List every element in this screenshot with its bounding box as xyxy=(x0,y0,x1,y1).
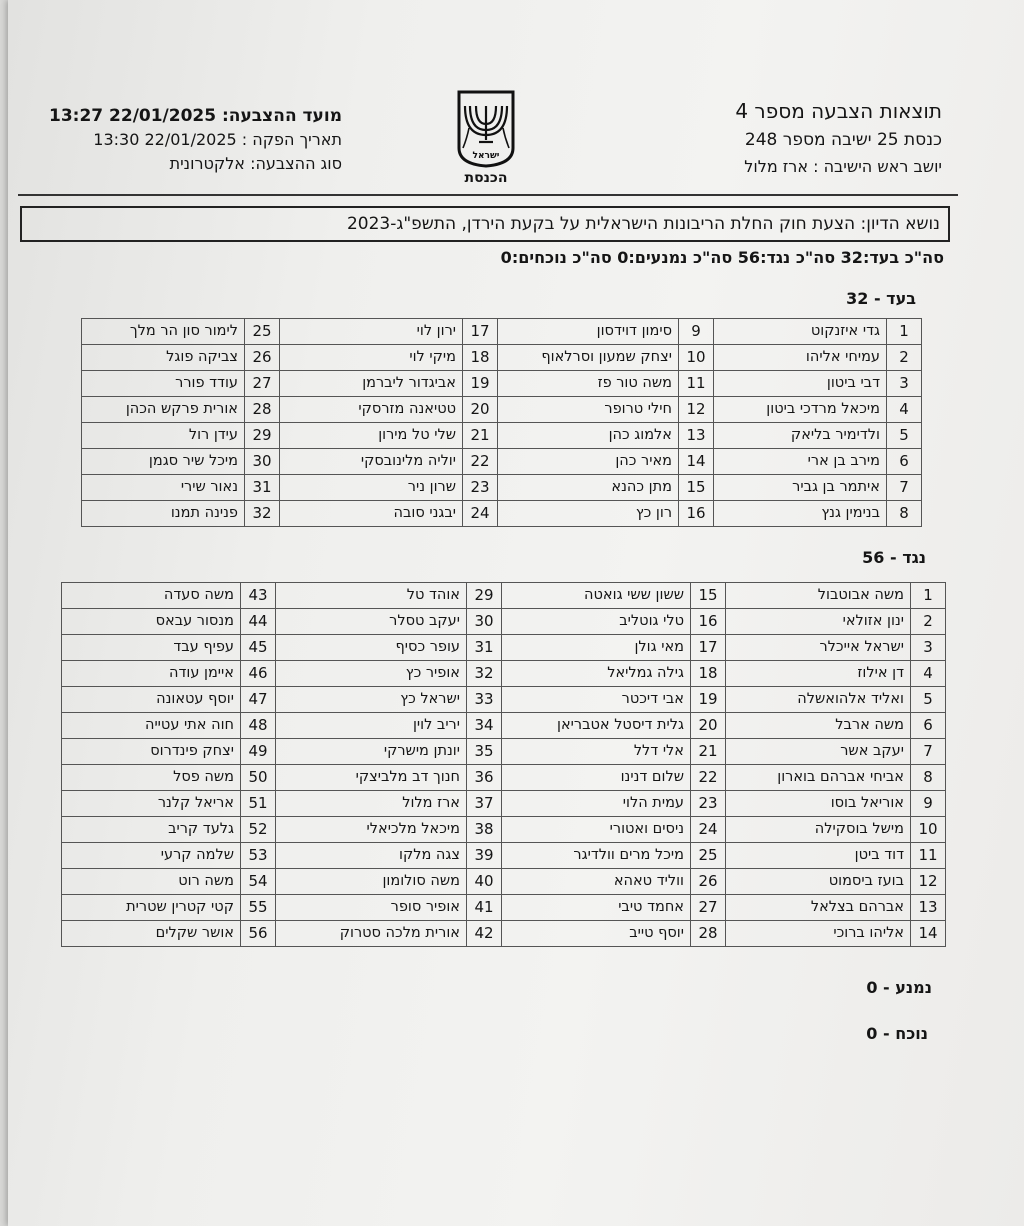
discussion-topic: נושא הדיון: הצעת חוק החלת הריבונות הישראלית על בקעת הירדן, התשפ"ג-2023 xyxy=(20,206,950,242)
member-number: 51 xyxy=(241,791,276,817)
member-number: 4 xyxy=(887,397,922,423)
member-number: 9 xyxy=(911,791,946,817)
member-name: משה טור פז xyxy=(498,371,679,397)
member-number: 18 xyxy=(463,345,498,371)
member-name: עמית הלוי xyxy=(502,791,691,817)
for-section-title: בעד - 32 xyxy=(846,289,916,308)
document-page xyxy=(8,0,1024,1226)
table-row xyxy=(62,687,946,713)
member-number: 36 xyxy=(467,765,502,791)
member-name: אליהו ברוכי xyxy=(726,921,911,947)
member-name: אורית פרקש הכהן xyxy=(82,397,245,423)
table-row xyxy=(82,397,922,423)
member-number: 3 xyxy=(887,371,922,397)
member-name: יעקב טסלר xyxy=(276,609,467,635)
member-number: 8 xyxy=(887,501,922,527)
table-row xyxy=(62,791,946,817)
menorah-emblem-icon xyxy=(455,88,517,168)
member-number: 14 xyxy=(679,449,714,475)
member-name: יוסף עטאונה xyxy=(62,687,241,713)
member-number: 55 xyxy=(241,895,276,921)
table-row xyxy=(62,895,946,921)
member-name: אריאל קלנר xyxy=(62,791,241,817)
member-number: 22 xyxy=(463,449,498,475)
member-number: 7 xyxy=(911,739,946,765)
table-row xyxy=(62,661,946,687)
table-row xyxy=(82,449,922,475)
member-number: 28 xyxy=(691,921,726,947)
member-name: אלי דלל xyxy=(502,739,691,765)
member-number: 49 xyxy=(241,739,276,765)
member-name: עפיף עבד xyxy=(62,635,241,661)
member-number: 29 xyxy=(467,583,502,609)
member-number: 19 xyxy=(463,371,498,397)
member-number: 8 xyxy=(911,765,946,791)
member-number: 15 xyxy=(691,583,726,609)
member-name: יבגני סובה xyxy=(280,501,463,527)
member-number: 32 xyxy=(467,661,502,687)
member-number: 23 xyxy=(463,475,498,501)
vote-meta-block xyxy=(42,104,342,176)
member-number: 39 xyxy=(467,843,502,869)
member-name: מנסור עבאס xyxy=(62,609,241,635)
member-name: אביגדור ליברמן xyxy=(280,371,463,397)
member-number: 17 xyxy=(691,635,726,661)
member-name: שלום דנינו xyxy=(502,765,691,791)
member-name: צביקה פוגל xyxy=(82,345,245,371)
member-number: 28 xyxy=(245,397,280,423)
member-number: 24 xyxy=(463,501,498,527)
table-row xyxy=(82,319,922,345)
member-number: 19 xyxy=(691,687,726,713)
table-row xyxy=(62,843,946,869)
table-row xyxy=(62,713,946,739)
member-number: 41 xyxy=(467,895,502,921)
member-name: פנינה תמנו xyxy=(82,501,245,527)
member-name: בנימין גנץ xyxy=(714,501,887,527)
member-name: רון כץ xyxy=(498,501,679,527)
member-number: 2 xyxy=(911,609,946,635)
member-name: ווליד טאהא xyxy=(502,869,691,895)
member-name: משה סעדה xyxy=(62,583,241,609)
member-name: ניסים ואטורי xyxy=(502,817,691,843)
member-name: קטי קטרין שטרית xyxy=(62,895,241,921)
member-number: 1 xyxy=(887,319,922,345)
member-name: בועז ביסמוט xyxy=(726,869,911,895)
member-number: 2 xyxy=(887,345,922,371)
member-name: גדי איזנקוט xyxy=(714,319,887,345)
member-name: ארז מלול xyxy=(276,791,467,817)
member-number: 6 xyxy=(887,449,922,475)
member-number: 47 xyxy=(241,687,276,713)
member-number: 27 xyxy=(245,371,280,397)
table-row xyxy=(62,869,946,895)
member-name: אוהד טל xyxy=(276,583,467,609)
member-name: חוה אתי עטייה xyxy=(62,713,241,739)
member-name: מיכל שיר סגמן xyxy=(82,449,245,475)
member-number: 11 xyxy=(679,371,714,397)
member-name: ירון לוי xyxy=(280,319,463,345)
organization-name: הכנסת xyxy=(464,170,508,186)
member-number: 20 xyxy=(691,713,726,739)
member-number: 33 xyxy=(467,687,502,713)
table-row xyxy=(62,817,946,843)
vote-title: תוצאות הצבעה מספר 4 xyxy=(735,99,942,123)
member-name: ינון אזולאי xyxy=(726,609,911,635)
member-number: 25 xyxy=(691,843,726,869)
for-votes-table xyxy=(81,318,922,527)
member-number: 25 xyxy=(245,319,280,345)
member-name: גילה גמליאל xyxy=(502,661,691,687)
member-name: אופיר סופר xyxy=(276,895,467,921)
member-name: איתמר בן גביר xyxy=(714,475,887,501)
member-name: דוד ביטן xyxy=(726,843,911,869)
member-number: 3 xyxy=(911,635,946,661)
member-name: משה ארבל xyxy=(726,713,911,739)
member-number: 30 xyxy=(245,449,280,475)
member-name: עמיחי אליהו xyxy=(714,345,887,371)
member-name: צגה מלקו xyxy=(276,843,467,869)
member-number: 21 xyxy=(463,423,498,449)
member-name: איימן עודה xyxy=(62,661,241,687)
table-row xyxy=(62,635,946,661)
member-number: 9 xyxy=(679,319,714,345)
member-name: יוסף טייב xyxy=(502,921,691,947)
member-name: אלמוג כהן xyxy=(498,423,679,449)
member-number: 31 xyxy=(245,475,280,501)
member-number: 29 xyxy=(245,423,280,449)
present-section-title: נוכח - 0 xyxy=(866,1024,928,1043)
member-name: מאי גולן xyxy=(502,635,691,661)
abstain-section-title: נמנע - 0 xyxy=(866,978,932,997)
member-number: 13 xyxy=(679,423,714,449)
member-name: יריב לוין xyxy=(276,713,467,739)
member-number: 18 xyxy=(691,661,726,687)
table-row xyxy=(82,423,922,449)
member-name: אברהם בצלאל xyxy=(726,895,911,921)
member-number: 56 xyxy=(241,921,276,947)
member-name: דן אילוז xyxy=(726,661,911,687)
member-name: חילי טרופר xyxy=(498,397,679,423)
member-name: עודד פורר xyxy=(82,371,245,397)
member-number: 53 xyxy=(241,843,276,869)
vote-info-block xyxy=(612,96,942,180)
member-number: 24 xyxy=(691,817,726,843)
member-name: אושר שקלים xyxy=(62,921,241,947)
member-number: 26 xyxy=(245,345,280,371)
member-name: אופיר כץ xyxy=(276,661,467,687)
member-name: נאור שירי xyxy=(82,475,245,501)
member-number: 30 xyxy=(467,609,502,635)
member-number: 10 xyxy=(911,817,946,843)
member-number: 42 xyxy=(467,921,502,947)
member-number: 13 xyxy=(911,895,946,921)
header-divider xyxy=(18,194,958,196)
member-name: גלעד קריב xyxy=(62,817,241,843)
member-name: יונתן מישרקי xyxy=(276,739,467,765)
member-number: 48 xyxy=(241,713,276,739)
member-number: 16 xyxy=(679,501,714,527)
knesset-session: כנסת 25 ישיבה מספר 248 xyxy=(744,130,942,150)
member-name: שלמה קרעי xyxy=(62,843,241,869)
member-number: 12 xyxy=(679,397,714,423)
member-number: 26 xyxy=(691,869,726,895)
member-name: שרון ניר xyxy=(280,475,463,501)
member-name: מירב בן ארי xyxy=(714,449,887,475)
member-number: 14 xyxy=(911,921,946,947)
member-number: 10 xyxy=(679,345,714,371)
member-name: יצחק פינדרוס xyxy=(62,739,241,765)
table-row xyxy=(82,475,922,501)
member-name: אביחי אברהם בוארון xyxy=(726,765,911,791)
member-number: 31 xyxy=(467,635,502,661)
member-name: ישראל כץ xyxy=(276,687,467,713)
member-number: 45 xyxy=(241,635,276,661)
table-row xyxy=(82,371,922,397)
member-name: יעקב אשר xyxy=(726,739,911,765)
member-name: טלי גוטליב xyxy=(502,609,691,635)
member-name: עופר כסיף xyxy=(276,635,467,661)
vote-type: סוג ההצבעה: אלקטרונית xyxy=(169,154,342,173)
member-number: 7 xyxy=(887,475,922,501)
member-number: 50 xyxy=(241,765,276,791)
vote-time: מועד ההצבעה: 22/01/2025 13:27 xyxy=(48,106,342,126)
member-name: מיכאל מלכיאלי xyxy=(276,817,467,843)
member-name: יצחק שמעון וסרלאוף xyxy=(498,345,679,371)
member-name: מיקי לוי xyxy=(280,345,463,371)
member-number: 17 xyxy=(463,319,498,345)
member-name: גלית דיסטל אטבריאן xyxy=(502,713,691,739)
member-name: טטיאנה מזרסקי xyxy=(280,397,463,423)
table-row xyxy=(62,765,946,791)
member-name: משה סולומון xyxy=(276,869,467,895)
member-number: 43 xyxy=(241,583,276,609)
member-number: 12 xyxy=(911,869,946,895)
member-number: 5 xyxy=(911,687,946,713)
member-number: 22 xyxy=(691,765,726,791)
member-name: לימור סון הר מלך xyxy=(82,319,245,345)
table-row xyxy=(62,609,946,635)
member-name: מתן כהנא xyxy=(498,475,679,501)
member-name: יוליה מלינובסקי xyxy=(280,449,463,475)
against-section-title: נגד - 56 xyxy=(862,548,926,567)
member-number: 21 xyxy=(691,739,726,765)
member-number: 38 xyxy=(467,817,502,843)
table-row xyxy=(62,583,946,609)
member-name: ששון ששי גואטה xyxy=(502,583,691,609)
member-name: משה רוט xyxy=(62,869,241,895)
member-name: ולדימיר בליאק xyxy=(714,423,887,449)
member-name: משה פסל xyxy=(62,765,241,791)
member-number: 54 xyxy=(241,869,276,895)
member-name: מיכאל מרדכי ביטון xyxy=(714,397,887,423)
member-number: 5 xyxy=(887,423,922,449)
member-name: מישל בוסקילה xyxy=(726,817,911,843)
member-number: 16 xyxy=(691,609,726,635)
member-number: 35 xyxy=(467,739,502,765)
table-row xyxy=(82,345,922,371)
table-row xyxy=(82,501,922,527)
member-name: דבי ביטון xyxy=(714,371,887,397)
emblem-caption: ישראל xyxy=(472,151,500,161)
member-number: 27 xyxy=(691,895,726,921)
member-name: אבי דיכטר xyxy=(502,687,691,713)
member-name: מאיר כהן xyxy=(498,449,679,475)
table-row xyxy=(62,921,946,947)
against-votes-table xyxy=(61,582,946,947)
member-name: חנוך דב מלביצקי xyxy=(276,765,467,791)
member-name: אחמד טיבי xyxy=(502,895,691,921)
member-name: ואליד אלהואשלה xyxy=(726,687,911,713)
member-name: אורית מלכה סטרוק xyxy=(276,921,467,947)
knesset-emblem xyxy=(448,88,524,186)
member-number: 44 xyxy=(241,609,276,635)
print-date: תאריך הפקה : 22/01/2025 13:30 xyxy=(93,130,342,149)
member-name: משה אבוטבול xyxy=(726,583,911,609)
member-name: ישראל אייכלר xyxy=(726,635,911,661)
member-number: 37 xyxy=(467,791,502,817)
member-name: סימון דוידסון xyxy=(498,319,679,345)
member-name: עידן רול xyxy=(82,423,245,449)
member-number: 34 xyxy=(467,713,502,739)
member-number: 40 xyxy=(467,869,502,895)
member-number: 32 xyxy=(245,501,280,527)
member-name: אוריאל בוסו xyxy=(726,791,911,817)
vote-totals: סה"כ בעד:32 סה"כ נגד:56 סה"כ נמנעים:0 סה"כ נוכחים:0 xyxy=(500,248,944,267)
member-number: 15 xyxy=(679,475,714,501)
member-number: 11 xyxy=(911,843,946,869)
member-number: 6 xyxy=(911,713,946,739)
member-number: 20 xyxy=(463,397,498,423)
member-number: 52 xyxy=(241,817,276,843)
member-name: מיכל מרים וולדיגר xyxy=(502,843,691,869)
session-chair: יושב ראש הישיבה : ארז מלול xyxy=(744,157,942,176)
member-number: 46 xyxy=(241,661,276,687)
member-number: 1 xyxy=(911,583,946,609)
member-number: 23 xyxy=(691,791,726,817)
table-row xyxy=(62,739,946,765)
member-number: 4 xyxy=(911,661,946,687)
member-name: שלי טל מירון xyxy=(280,423,463,449)
